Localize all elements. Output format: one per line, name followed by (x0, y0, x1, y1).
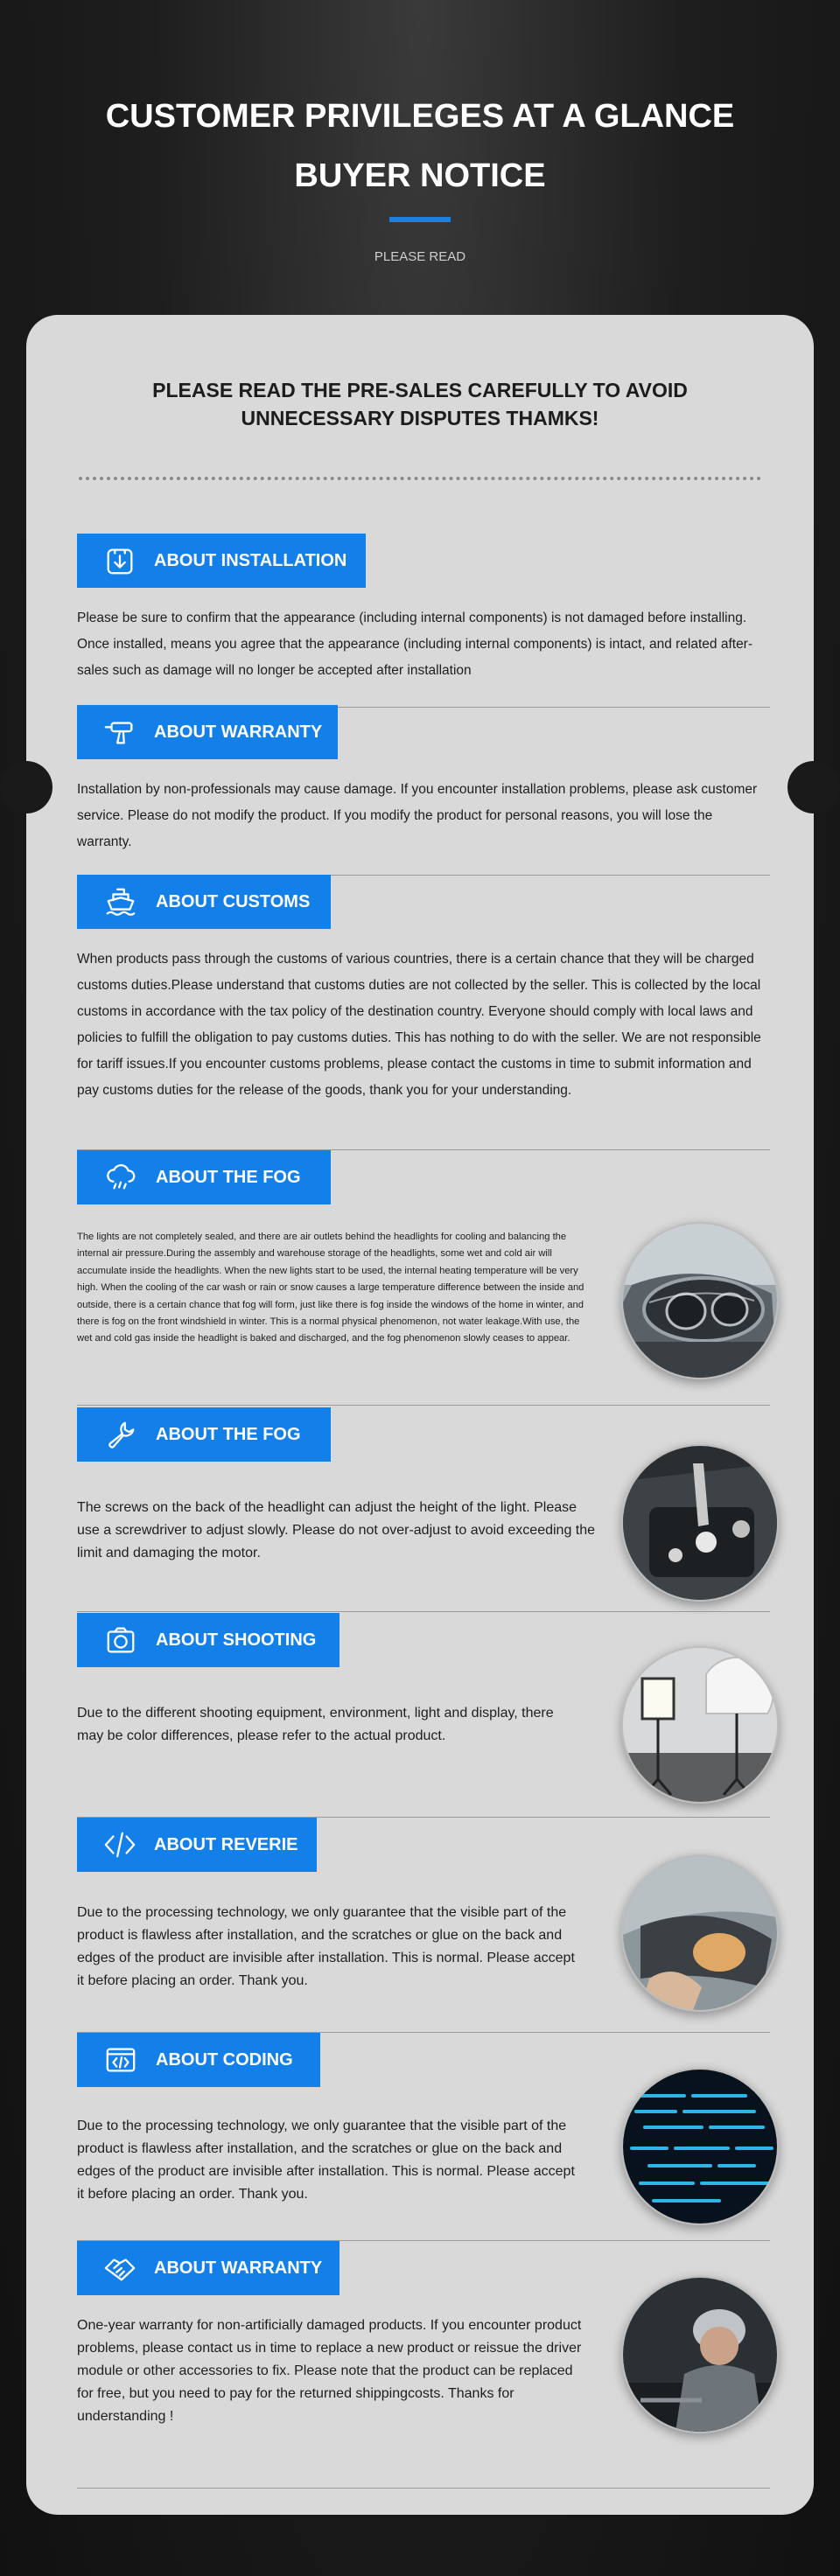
notice-card (26, 315, 814, 2515)
header-title-line1: CUSTOMER PRIVILEGES AT A GLANCE (105, 98, 735, 135)
handshake-icon (103, 2251, 136, 2286)
section-divider (77, 2488, 770, 2489)
code-window-icon (103, 2042, 138, 2077)
card-notch-left (0, 761, 52, 813)
section-text: Installation by non-professionals may cause damage. If you encounter installation problems, please ask customer service. Please do not modify the product. If you modify the product for personal reasons, you will lose the warranty. (77, 782, 758, 849)
section-label: ABOUT REVERIE (154, 1834, 298, 1854)
section-label: ABOUT THE FOG (156, 1424, 301, 1444)
camera-icon (103, 1623, 138, 1658)
section-header-warranty-2 (77, 2241, 340, 2295)
section-header-customs (77, 875, 331, 929)
download-box-icon (103, 543, 136, 578)
header-accent-bar (389, 217, 451, 222)
section-header-fog (77, 1150, 331, 1204)
section-header-coding (77, 2033, 320, 2087)
section-text: The lights are not completely sealed, and there are air outlets behind the headlights for cooling and balancing the internal air pressure.During the assembly and warehouse storage of the headlights, some wet and cold air will accumulate inside the headlights. When the new lights start to be used, the internal heating temperature will be very high. When the cooling of the car wash or rain or snow causes a large temperature difference between the inside and outside, there is a certain chance that fog will form, just like there is fog inside the windows of the home in winter, and there is fog on the front windshield in winter. This is a normal physical phenomenon, not water leakage.With use, the wet and cold gas inside the headlight is baked and discharged, and the fog phenomenon slowly ceases to appear. (77, 1232, 584, 1344)
studio-photo (621, 1646, 779, 1804)
ship-icon (103, 884, 138, 919)
section-header-warranty (77, 705, 338, 759)
section-text: The screws on the back of the headlight can adjust the height of the light. Please use a screwdriver to adjust slowly. Please do not over-adjust to avoid exceeding the limit and damaging the motor. (77, 1500, 596, 1560)
section-divider (77, 1611, 770, 1612)
wrench-icon (103, 1417, 138, 1452)
headlight-closeup-photo (621, 1854, 779, 2012)
section-text: When products pass through the customs of various countries, there is a certain chance that they will be charged customs duties.Please understand that customs duties are not collected by the seller. This is collected by the local customs in accordance with the tax policy of the destination country. Everyone should comply with local laws and policies to fulfill the obligation to pay customs duties. This has nothing to do with the seller. We are not responsible for tariff issues.If you encounter customs problems, please contact the customs in time to submit information and pay customs duties for the release of the goods, thank you for your understanding. (77, 952, 761, 1098)
section-label: ABOUT THE FOG (156, 1167, 301, 1187)
section-label: ABOUT WARRANTY (154, 2258, 323, 2278)
headlight-photo (621, 1222, 779, 1379)
card-title-line1: PLEASE READ THE PRE-SALES CAREFULLY TO AVOID (152, 379, 688, 401)
section-text: Due to the different shooting equipment, environment, light and display, there may be color differences, please refer to the actual product. (77, 1706, 554, 1743)
card-title (26, 376, 814, 432)
section-label: ABOUT SHOOTING (156, 1630, 317, 1650)
section-label: ABOUT CODING (156, 2049, 293, 2070)
header-subtitle: PLEASE READ (374, 249, 466, 264)
section-header-installation (77, 534, 366, 588)
section-text: Please be sure to confirm that the appearance (including internal components) is not damaged before installing. Once installed, means you agree that the appearance (including internal components) is intact, and related after-sales such as damage will no longer be accepted after installation (77, 611, 753, 678)
section-text: Due to the processing technology, we only guarantee that the visible part of the product is flawless after installation, and the scratches or glue on the back and edges of the product are invisible after installation. This is normal. Please accept it before placing an order. Thank you. (77, 1905, 575, 1988)
section-header-adjustment (77, 1407, 331, 1462)
section-label: ABOUT INSTALLATION (154, 550, 347, 570)
section-header-reverie (77, 1818, 317, 1872)
section-label: ABOUT WARRANTY (154, 722, 323, 742)
screwdriver-photo (621, 1444, 779, 1602)
dotted-divider (79, 477, 761, 480)
section-text: Due to the processing technology, we only guarantee that the visible part of the product is flawless after installation, and the scratches or glue on the back and edges of the product are invisible after installation. This is normal. Please accept it before placing an order. Thank you. (77, 2119, 575, 2202)
card-title-line2: UNNECESSARY DISPUTES THAMKS! (241, 407, 599, 429)
code-screen-photo (621, 2068, 779, 2225)
section-header-shooting (77, 1613, 340, 1667)
section-text: One-year warranty for non-artificially damaged products. If you encounter product problems, please contact us in time to replace a new product or reissue the driver module or other accessories to fix. Please note that the product can be replaced for free, but you need to pay for the returned shippingcosts. Thanks for understanding ! (77, 2318, 582, 2424)
card-notch-right (788, 761, 840, 813)
cloud-rain-icon (103, 1160, 138, 1195)
drill-icon (103, 715, 136, 750)
section-divider (77, 1405, 770, 1406)
section-label: ABOUT CUSTOMS (156, 891, 311, 911)
code-icon (103, 1827, 136, 1862)
header-title-line2: BUYER NOTICE (294, 157, 546, 194)
page-header (0, 0, 840, 315)
mechanic-photo (621, 2276, 779, 2433)
